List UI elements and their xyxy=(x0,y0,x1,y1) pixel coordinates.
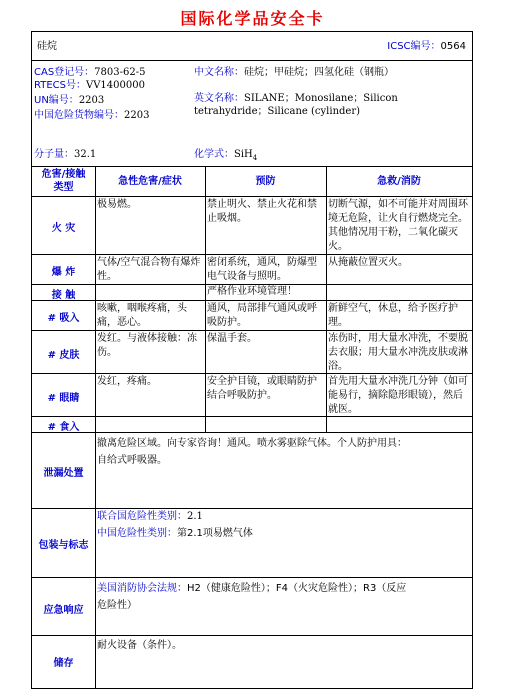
col-header-firstaid: 急救/消防 xyxy=(377,176,421,187)
cn-class-label: 中国危险性类别： xyxy=(97,528,177,539)
divider xyxy=(32,577,472,578)
col-header-symptom: 急性危害/症状 xyxy=(118,176,182,187)
formula-main: SiH xyxy=(234,149,253,160)
row-prevention-fire: 禁止明火、禁止火花和禁止吸烟。 xyxy=(207,199,317,224)
un-class-label: 联合国危险性类别： xyxy=(97,511,187,522)
divider xyxy=(32,196,472,197)
row-prevention-exposure: 严格作业环境管理！ xyxy=(207,286,297,297)
leak-text-line1: 撤离危险区域。向专家咨询！通风。喷水雾驱除气体。个人防护用具： xyxy=(97,438,407,449)
row-type-eyes: # 眼睛 xyxy=(47,393,80,404)
divider xyxy=(32,508,472,509)
packaging-label: 包装与标志 xyxy=(38,540,89,551)
leak-text-line2: 自给式呼吸器。 xyxy=(97,455,167,466)
icsc-label: ICSC编号： xyxy=(387,41,441,52)
rtecs-value: VV1400000 xyxy=(85,80,145,91)
row-type-fire: 火 灾 xyxy=(51,223,76,234)
en-name-label: 英文名称： xyxy=(194,93,244,104)
divider xyxy=(32,432,472,433)
formula-sub: 4 xyxy=(252,154,258,162)
mw-label: 分子量： xyxy=(34,149,74,160)
chinese-name xyxy=(194,66,394,79)
nfpa-label: 美国消防协会法规： xyxy=(97,583,187,594)
nfpa-line1: H2（健康危险性）；F4（火灾危险性）；R3（反应 xyxy=(187,583,407,594)
emergency-label: 应急响应 xyxy=(43,605,84,616)
row-symptom-eyes: 发红，疼痛。 xyxy=(97,376,157,387)
row-symptom-inhalation: 咳嗽，咽喉疼痛，头痛，恶心。 xyxy=(97,303,187,328)
divider xyxy=(32,166,472,167)
un-class-value: 2.1 xyxy=(187,511,203,522)
row-type-ingestion: # 食入 xyxy=(47,422,80,433)
row-aid-explosion: 从掩蔽位置灭火。 xyxy=(328,257,408,268)
cn-dangerous-goods-number xyxy=(34,109,149,122)
row-aid-eyes: 首先用大量水冲洗几分钟（如可能易行，摘除隐形眼镜），然后就医。 xyxy=(328,376,468,415)
row-aid-skin: 冻伤时，用大量水冲洗，不要脱去衣服；用大量水冲洗皮肤或淋浴。 xyxy=(328,333,468,372)
nfpa-line2: 危险性） xyxy=(97,600,137,611)
row-aid-fire: 切断气源，如不可能并对周围环境无危险，让火自行燃烧完全。其他情况用干粉，二氧化碳灭火。 xyxy=(328,199,468,252)
storage-text: 耐火设备（条件）。 xyxy=(97,640,182,651)
col-header-type-line2: 类型 xyxy=(53,182,74,193)
cn-value: 2203 xyxy=(124,110,150,121)
english-name xyxy=(194,92,398,105)
cas-label: CAS登记号： xyxy=(34,67,95,78)
row-type-skin: # 皮肤 xyxy=(47,350,80,361)
col-header-prevention: 预防 xyxy=(255,176,276,187)
divider xyxy=(32,300,472,301)
divider xyxy=(95,166,96,689)
rtecs-number xyxy=(34,79,145,92)
cn-hazard-class xyxy=(97,527,253,540)
mw-value: 32.1 xyxy=(74,149,97,160)
en-name-line2: tetrahydride；Silicane (cylinder) xyxy=(194,106,361,117)
divider xyxy=(205,166,206,432)
cas-value: 7803-62-5 xyxy=(94,67,146,78)
cn-label: 中国危险货物编号： xyxy=(34,110,124,121)
safety-card xyxy=(31,31,473,689)
rtecs-label: RTECS号： xyxy=(34,80,86,91)
cn-class-value: 第2.1项易燃气体 xyxy=(177,528,253,539)
card-title: 国际化学品安全卡 xyxy=(180,9,325,28)
icsc-number xyxy=(387,40,466,53)
leak-label: 泄漏处置 xyxy=(43,468,84,479)
en-name-line1: SILANE；Monosilane；Silicon xyxy=(244,93,398,104)
cn-name-value: 硅烷；甲硅烷；四氢化硅（钢瓶） xyxy=(244,67,394,78)
row-symptom-explosion: 气体/空气混合物有爆炸性。 xyxy=(97,257,201,282)
row-symptom-skin: 发红。与液体接触：冻伤。 xyxy=(97,333,197,358)
divider xyxy=(32,254,472,255)
un-label: UN编号： xyxy=(34,95,79,106)
divider xyxy=(32,330,472,331)
chemical-name: 硅烷 xyxy=(37,41,57,52)
chemical-formula xyxy=(194,148,257,165)
row-prevention-eyes: 安全护目镜，或眼睛防护结合呼吸防护。 xyxy=(207,376,317,401)
molecular-weight xyxy=(34,148,96,161)
row-aid-inhalation: 新鲜空气，休息，给予医疗护理。 xyxy=(328,303,458,328)
icsc-value: 0564 xyxy=(440,41,466,52)
row-prevention-inhalation: 通风，局部排气通风或呼吸防护。 xyxy=(207,303,317,328)
row-symptom-fire: 极易燃。 xyxy=(97,199,137,210)
divider xyxy=(326,166,327,432)
leak-text xyxy=(97,435,471,469)
row-type-exposure: 接 触 xyxy=(51,290,76,301)
un-hazard-class xyxy=(97,510,203,523)
cn-name-label: 中文名称： xyxy=(194,67,244,78)
row-type-inhalation: # 吸入 xyxy=(47,313,80,324)
nfpa-rating xyxy=(97,580,471,614)
storage-label: 储存 xyxy=(53,658,74,669)
divider xyxy=(32,635,472,636)
cas-number xyxy=(34,66,145,79)
col-header-type xyxy=(32,168,95,194)
row-type-explosion: 爆 炸 xyxy=(51,267,76,278)
divider xyxy=(32,60,472,61)
row-prevention-skin: 保温手套。 xyxy=(207,333,257,344)
row-prevention-explosion: 密闭系统，通风，防爆型电气设备与照明。 xyxy=(207,257,317,282)
un-value: 2203 xyxy=(78,95,105,106)
col-header-type-line1: 危害/接触 xyxy=(41,169,86,180)
un-number xyxy=(34,94,104,107)
formula-label: 化学式： xyxy=(194,149,234,160)
